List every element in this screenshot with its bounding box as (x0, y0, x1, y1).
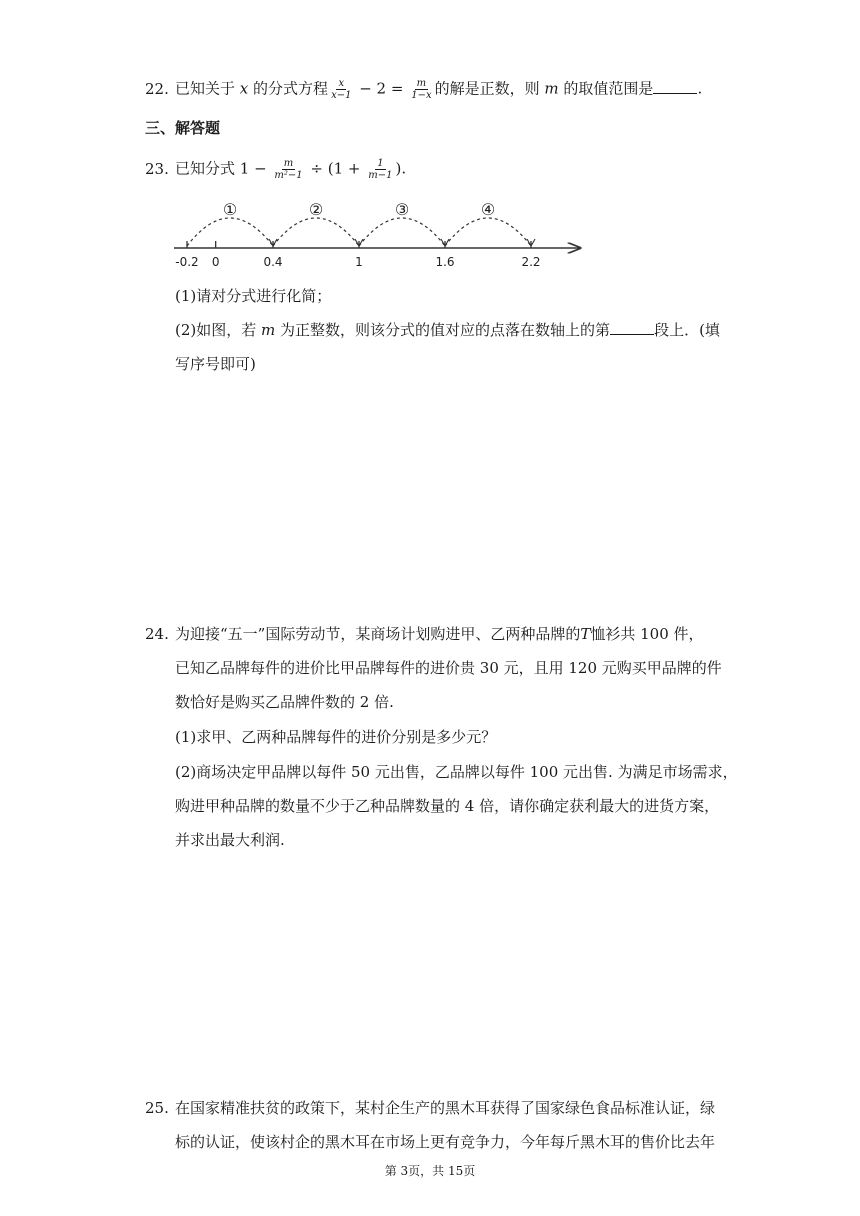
q22-text-prefix: 已知关于 (175, 79, 236, 98)
arcs (187, 200, 535, 246)
page-footer: 第 3页，共 15页 (384, 1164, 476, 1178)
question-24-line-3: 数恰好是购买乙品牌件数的 2 倍. (175, 693, 394, 711)
segment-label: ① (222, 200, 238, 219)
question-number: 25. (145, 1099, 169, 1117)
q22-equals: − 2 = (354, 79, 409, 98)
q23-text-prefix: 已知分式 1 − (175, 159, 272, 178)
question-25-line-2: 标的认证，使该村企的黑木耳在市场上更有竞争力，今年每斤黑木耳的售价比去年 (175, 1133, 716, 1151)
segment-label: ④ (480, 200, 496, 219)
tick-label: 0 (211, 255, 220, 269)
segment-arc (359, 218, 445, 246)
question-23 (145, 158, 406, 181)
question-number: 22. (145, 79, 169, 98)
section-title: 三、解答题 (145, 119, 221, 137)
fraction-denominator: m²−1 (274, 170, 303, 181)
fraction (409, 78, 433, 101)
fraction-numerator: x (338, 78, 345, 89)
fraction-denominator: x−1 (331, 90, 352, 101)
segment-label: ② (308, 200, 324, 219)
variable-m: m (544, 79, 559, 98)
q24-part-2-line-2: 购进甲种品牌的数量不少于乙种品牌数量的 4 倍，请你确定获利最大的进货方案， (175, 797, 720, 815)
fraction (272, 158, 304, 181)
q24-part-2-line-3: 并求出最大利润. (175, 831, 285, 849)
segment-arc (273, 218, 359, 246)
fraction-numerator: 1 (377, 158, 384, 169)
variable-m: m (261, 321, 276, 339)
q22-text-suffix1: 的解是正数，则 (434, 79, 540, 98)
q22-end: . (697, 79, 703, 98)
tick-label: 1 (355, 255, 363, 269)
q23-close: ). (395, 159, 407, 178)
answer-blank (653, 79, 697, 94)
tick-label: 0.4 (263, 255, 283, 269)
q23-part2-text-c: 段上．(填 (654, 321, 720, 339)
q22-text-mid: 的分式方程 (253, 79, 329, 98)
fraction-denominator: 1−x (411, 90, 432, 101)
q22-text-suffix2: 的取值范围是 (563, 79, 654, 98)
tick-label: 1.6 (435, 255, 455, 269)
q23-divide: ÷ (1 + (305, 159, 366, 178)
fraction (329, 78, 353, 101)
q24-text-a: 为迎接“五一”国际劳动节，某商场计划购进甲、乙两种品牌的 (175, 625, 581, 643)
segment-arc (187, 218, 273, 246)
question-22 (145, 78, 702, 101)
q24-part-1: (1)求甲、乙两种品牌每件的进价分别是多少元？ (175, 728, 497, 746)
q23-part-1: (1)请对分式进行化简； (175, 287, 332, 305)
tick-label: -0.2 (175, 255, 199, 269)
fraction-numerator: m (283, 158, 294, 169)
fraction-denominator: m−1 (368, 170, 393, 181)
tick-label: 2.2 (521, 255, 541, 269)
question-number: 23. (145, 159, 169, 178)
number-line-figure (168, 192, 588, 272)
variable-x: x (239, 79, 249, 98)
variable-t: T (580, 625, 591, 643)
question-24-line-2: 已知乙品牌每件的进价比甲品牌每件的进价贵 30 元，且用 120 元购买甲品牌的件 (175, 659, 722, 677)
q23-part2-text-b: 为正整数，则该分式的值对应的点落在数轴上的第 (280, 321, 611, 339)
segment-label: ③ (394, 200, 410, 219)
q24-text-b: 恤衫共 100 件， (590, 625, 704, 643)
fraction (366, 158, 394, 181)
segment-arc (445, 218, 531, 246)
answer-blank (610, 320, 654, 335)
question-25-line-1 (145, 1098, 715, 1118)
q23-part-2 (175, 320, 720, 340)
q23-part2-text-a: (2)如图，若 (175, 321, 257, 339)
question-number: 24. (145, 625, 169, 643)
q23-part-2-continued: 写序号即可) (175, 355, 256, 373)
q25-text-line-1: 在国家精准扶贫的政策下，某村企生产的黑木耳获得了国家绿色食品标准认证，绿 (175, 1099, 716, 1117)
q24-part-2-line-1: (2)商场决定甲品牌以每件 50 元出售，乙品牌以每件 100 元出售. 为满足市场需求， (175, 763, 738, 781)
fraction-numerator: m (416, 78, 427, 89)
question-24-line-1 (145, 624, 704, 644)
